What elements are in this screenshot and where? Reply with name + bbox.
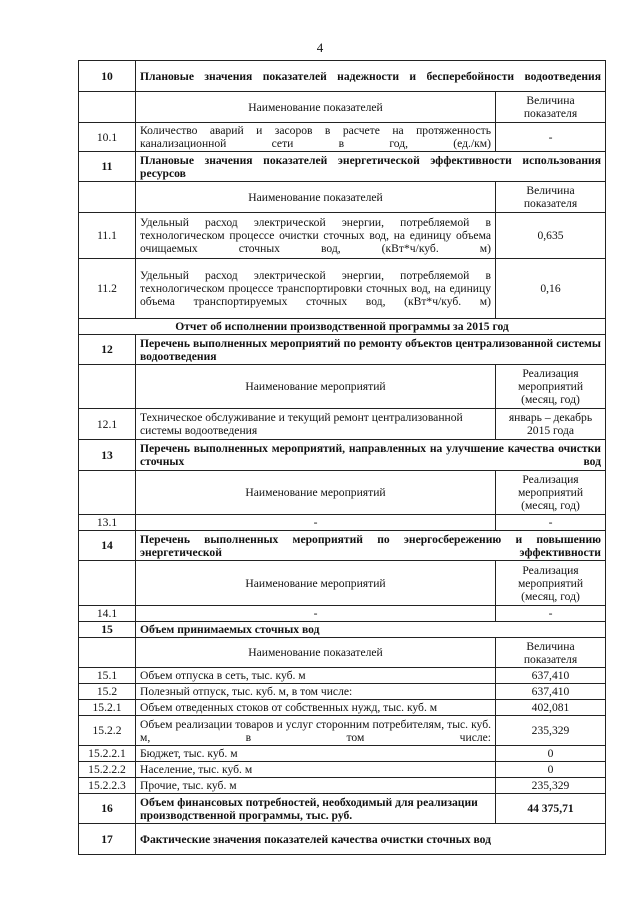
table-row [79, 515, 606, 531]
indicator-value-header: Величина показателя [496, 182, 606, 213]
row-value: январь – декабрь 2015 года [496, 409, 606, 440]
row-name: Население, тыс. куб. м [136, 762, 496, 778]
section-15-header [79, 622, 606, 638]
column-header-row [79, 561, 606, 606]
row-name: Количество аварий и засоров в расчете на протяженность канализационной сети в год, (ед./км) [136, 123, 496, 152]
row-value: 0 [496, 762, 606, 778]
indicator-name-header: Наименование показателей [136, 638, 496, 668]
row-number: 15.2.2.1 [79, 746, 136, 762]
row-number: 15.1 [79, 668, 136, 684]
section-value: 44 375,71 [496, 794, 606, 824]
table-row [79, 684, 606, 700]
section-number: 17 [79, 824, 136, 855]
section-14-header [79, 531, 606, 561]
row-value: 637,410 [496, 668, 606, 684]
column-header-row [79, 182, 606, 213]
section-number: 15 [79, 622, 136, 638]
section-10-header [79, 61, 606, 92]
section-title: Объем принимаемых сточных вод [136, 622, 606, 638]
row-number: 15.2.2.2 [79, 762, 136, 778]
row-number: 12.1 [79, 409, 136, 440]
row-number: 15.2 [79, 684, 136, 700]
table-row [79, 700, 606, 716]
section-number: 13 [79, 440, 136, 471]
row-value: 0,635 [496, 213, 606, 259]
indicator-name-header: Наименование показателей [136, 92, 496, 123]
section-16-row [79, 794, 606, 824]
row-value: 235,329 [496, 716, 606, 746]
row-name: - [136, 515, 496, 531]
row-name: - [136, 606, 496, 622]
row-number: 15.2.1 [79, 700, 136, 716]
indicator-value-header: Величина показателя [496, 92, 606, 123]
table-row [79, 606, 606, 622]
measure-name-header: Наименование мероприятий [136, 471, 496, 515]
indicator-name-header: Наименование показателей [136, 182, 496, 213]
row-value: - [496, 123, 606, 152]
section-11-header [79, 152, 606, 182]
row-value: 637,410 [496, 684, 606, 700]
row-value: - [496, 606, 606, 622]
measure-name-header: Наименование мероприятий [136, 561, 496, 606]
section-title: Перечень выполненных мероприятий по ремонту объектов централизованной системы водоотведения [136, 335, 606, 365]
section-number: 12 [79, 335, 136, 365]
table-row [79, 259, 606, 319]
row-number: 10.1 [79, 123, 136, 152]
report-heading: Отчет об исполнении производственной программы за 2015 год [79, 319, 606, 335]
column-header-row [79, 92, 606, 123]
row-value: 0 [496, 746, 606, 762]
table-row [79, 123, 606, 152]
section-title: Перечень выполненных мероприятий, направленных на улучшение качества очистки сточных вод [136, 440, 606, 471]
section-number: 14 [79, 531, 136, 561]
column-header-row [79, 365, 606, 409]
row-value: 402,081 [496, 700, 606, 716]
row-number: 15.2.2.3 [79, 778, 136, 794]
section-number: 16 [79, 794, 136, 824]
row-name: Прочие, тыс. куб. м [136, 778, 496, 794]
row-name: Удельный расход электрической энергии, потребляемой в технологическом процессе транспортировки сточных вод, на единицу объема транспортируемых сточных вод, (кВт*ч/куб. м) [136, 259, 496, 319]
table-row [79, 668, 606, 684]
row-name: Объем отведенных стоков от собственных нужд, тыс. куб. м [136, 700, 496, 716]
row-number: 13.1 [79, 515, 136, 531]
section-12-header [79, 335, 606, 365]
table-row [79, 778, 606, 794]
row-name: Объем реализации товаров и услуг сторонним потребителям, тыс. куб. м, в том числе: [136, 716, 496, 746]
row-name: Удельный расход электрической энергии, потребляемой в технологическом процессе очистки сточных вод, на единицу объема очищаемых сточных вод, (кВт*ч/куб. м) [136, 213, 496, 259]
measure-value-header: Реализация мероприятий (месяц, год) [496, 471, 606, 515]
section-13-header [79, 440, 606, 471]
section-17-header [79, 824, 606, 855]
section-number: 10 [79, 61, 136, 92]
page-number: 4 [316, 40, 324, 55]
section-number: 11 [79, 152, 136, 182]
measure-name-header: Наименование мероприятий [136, 365, 496, 409]
row-number: 11.1 [79, 213, 136, 259]
section-title: Фактические значения показателей качества очистки сточных вод [136, 824, 606, 855]
table-row [79, 716, 606, 746]
report-heading-row [79, 319, 606, 335]
section-title: Перечень выполненных мероприятий по энергосбережению и повышению энергетической эффективности [136, 531, 606, 561]
row-value: 235,329 [496, 778, 606, 794]
row-value: 0,16 [496, 259, 606, 319]
row-number: 15.2.2 [79, 716, 136, 746]
row-number: 11.2 [79, 259, 136, 319]
section-title: Плановые значения показателей энергетической эффективности использования ресурсов [136, 152, 606, 182]
table-row [79, 213, 606, 259]
row-name: Полезный отпуск, тыс. куб. м, в том числе: [136, 684, 496, 700]
table-row [79, 746, 606, 762]
row-name: Техническое обслуживание и текущий ремонт централизованной системы водоотведения [136, 409, 496, 440]
row-value: - [496, 515, 606, 531]
program-table [78, 60, 606, 855]
measure-value-header: Реализация мероприятий (месяц, год) [496, 365, 606, 409]
table-row [79, 762, 606, 778]
row-name: Бюджет, тыс. куб. м [136, 746, 496, 762]
column-header-row [79, 638, 606, 668]
section-title: Объем финансовых потребностей, необходимый для реализации производственной программы, тыс. руб. [136, 794, 496, 824]
row-number: 14.1 [79, 606, 136, 622]
row-name: Объем отпуска в сеть, тыс. куб. м [136, 668, 496, 684]
table-row [79, 409, 606, 440]
section-title: Плановые значения показателей надежности и бесперебойности водоотведения [136, 61, 606, 92]
measure-value-header: Реализация мероприятий (месяц, год) [496, 561, 606, 606]
column-header-row [79, 471, 606, 515]
indicator-value-header: Величина показателя [496, 638, 606, 668]
